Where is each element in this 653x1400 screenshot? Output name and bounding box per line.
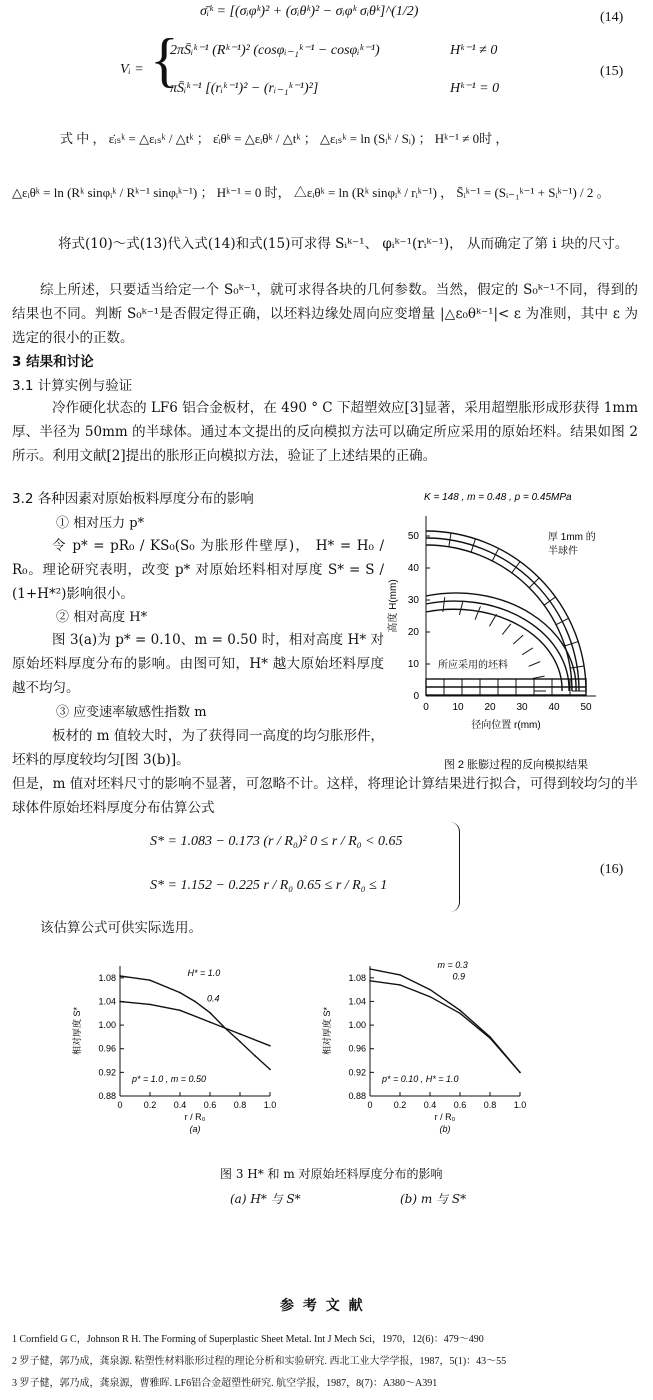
fig3-series-label: m = 0.3 xyxy=(437,959,468,970)
fig3-x-tick-label: 0 xyxy=(367,1100,373,1110)
fig3-series-line-0 xyxy=(120,976,270,1069)
fig2-radial-segment-inner xyxy=(522,648,533,655)
fig3-param-label: p* = 0.10 , H* = 1.0 xyxy=(382,1074,459,1084)
fig2-radial-segment-inner xyxy=(489,614,496,626)
fig2-intermediate-middle xyxy=(426,601,569,691)
fig3-point xyxy=(459,1012,461,1014)
fig2-radial-segment-inner xyxy=(502,624,510,635)
fig2-radial-segment xyxy=(512,562,520,573)
fig3-caption: 图 3 H* 和 m 对原始坯料厚度分布的影响 xyxy=(220,1167,443,1181)
equation-number-14: (14) xyxy=(600,10,624,25)
paragraph-summary: 综上所述，只要适当给定一个 S₀ᵏ⁻¹，就可求得各块的几何参数。当然，假定的 S₀ᵏ⁻¹不同，得到的结果也不同。判断 S₀ᵏ⁻¹是否假定得正确，以坯料边缘处周向应变增量 |△ε₀θᵏ⁻¹|< ε 为准则，其中 ε 为选定的很小的正数。 xyxy=(12,282,638,346)
fig3-sub-label: (a) xyxy=(189,1124,201,1134)
fig3-y-tick-label: 1.08 xyxy=(98,972,116,983)
fig3-point xyxy=(429,989,431,991)
fig3-x-tick-label: 0.4 xyxy=(173,1100,187,1110)
fig3-point xyxy=(399,984,401,986)
fig2-parameters: K = 148 , m = 0.48 , p = 0.45MPa xyxy=(424,492,572,503)
fig3-y-tick-label: 1.04 xyxy=(98,996,116,1007)
fig3-x-label: r / R₀ xyxy=(434,1112,456,1122)
fig3-y-tick-label: 0.88 xyxy=(348,1091,366,1101)
fig3-point xyxy=(239,1041,241,1043)
section-3-1-heading: 3.1 计算实例与验证 xyxy=(12,378,133,394)
paragraph-usage: 该估算公式可供实际选用。 xyxy=(40,920,202,936)
fig2-x-label: 径向位置 r(mm) xyxy=(471,720,541,731)
fig3-x-tick-label: 0.8 xyxy=(483,1100,497,1110)
fig2-label-blank: 所应采用的坯料 xyxy=(438,660,508,671)
equation-16-line1: S* = 1.083 − 0.173 (r / R₀)² 0 ≤ r / R₀ < 0.65 xyxy=(150,834,403,849)
fig2-label-hemisphere-2: 半球件 xyxy=(548,546,578,557)
fig3-x-tick-label: 0.8 xyxy=(233,1100,247,1110)
reference-2: 2 罗子健，郭乃成，龚泉源. 粘塑性材料胀形过程的理论分析和实验研究. 西北工业大学学报，1987，5(1)：43～55 xyxy=(12,1356,507,1367)
fig2-y-tick-label: 20 xyxy=(407,627,419,638)
section-3-heading: 3 结果和讨论 xyxy=(12,354,94,370)
fig3-point xyxy=(239,1033,241,1035)
fig3-x-tick-label: 0.2 xyxy=(393,1100,407,1110)
fig3-y-label: 相对厚度 S* xyxy=(72,1006,82,1056)
fig3-point xyxy=(429,996,431,998)
fig3-point xyxy=(179,1010,181,1012)
fig2-y-tick-label: 50 xyxy=(407,531,419,542)
where-clause-line2: △εᵢθᵏ = ln (Rᵏ sinφᵢᵏ / Rᵏ⁻¹ sinφᵢᵏ⁻¹) ； Hᵏ⁻¹ = 0 时， △εᵢθᵏ = ln (Rᵏ sinφᵢᵏ / rᵢᵏ⁻¹) ， S̄ᵢᵏ⁻¹ = (Sᵢ₋₁ᵏ⁻¹ + Sᵢᵏ⁻¹) / 2 。 xyxy=(12,185,610,200)
subsection-strain-rate-text: 板材的 m 值较大时，为了获得同一高度的均匀胀形件，坯料的厚度较均匀[图 3(b)]。 xyxy=(12,728,384,768)
fig2-x-tick-label: 50 xyxy=(580,702,592,713)
fig3-point xyxy=(459,1010,461,1012)
fig3-point xyxy=(194,1001,196,1003)
fig3-caption-b: (b) m 与 S* xyxy=(400,1192,467,1206)
fig2-radial-segment xyxy=(492,548,498,560)
fig3-point xyxy=(269,1069,271,1071)
fig3-y-label: 相对厚度 S* xyxy=(322,1006,332,1056)
fig2-radial-segment-inner xyxy=(459,601,463,615)
fig2-x-tick-label: 30 xyxy=(516,702,528,713)
equation-15-line2: πS̄ᵢᵏ⁻¹ [(rᵢᵏ⁻¹)² − (rᵢ₋₁ᵏ⁻¹)²] xyxy=(170,81,319,96)
fig2-y-label: 高度 H(mm) xyxy=(388,579,399,633)
figure-2 xyxy=(386,486,648,776)
fig3-point xyxy=(119,975,121,977)
fig2-radial-segment-inner xyxy=(533,676,545,678)
fig3-x-tick-label: 0.4 xyxy=(423,1100,437,1110)
fig3-x-tick-label: 0.6 xyxy=(453,1100,467,1110)
fig3-point xyxy=(519,1072,521,1074)
fig3-param-label: p* = 1.0 , m = 0.50 xyxy=(132,1074,207,1084)
fig2-x-tick-label: 0 xyxy=(423,702,429,713)
references-heading: 参 考 文 献 xyxy=(280,1298,365,1314)
fig3-y-tick-label: 1.00 xyxy=(348,1020,366,1031)
fig3-point xyxy=(179,992,181,994)
fig2-y-tick-label: 30 xyxy=(407,595,419,606)
fig2-caption: 图 2 胀膨过程的反向模拟结果 xyxy=(443,759,589,771)
fig3-y-tick-label: 1.08 xyxy=(348,972,366,983)
fig3-x-tick-label: 1.0 xyxy=(513,1100,527,1110)
subsection-relative-height-text: 图 3(a)为 p* = 0.10、m = 0.50 时，相对高度 H* 对原始坯料厚度分布的影响。由图可知，H* 越大原始坯料厚度越不均匀。 xyxy=(12,632,384,696)
fig3-point xyxy=(369,968,371,970)
fig3-sub-label: (b) xyxy=(439,1124,451,1134)
fig3-series-line-1 xyxy=(370,981,520,1073)
fig3-point xyxy=(149,979,151,981)
fig3-x-label: r / R₀ xyxy=(184,1112,206,1122)
equation-15-line1: 2πS̄ᵢᵏ⁻¹ (Rᵏ⁻¹)² (cosφᵢ₋₁ᵏ⁻¹ − cosφᵢᵏ⁻¹) xyxy=(170,43,380,58)
fig2-x-tick-label: 10 xyxy=(452,702,464,713)
fig3-point xyxy=(149,1004,151,1006)
fig3-series-label: H* = 1.0 xyxy=(187,968,221,979)
paragraph-example: 冷作硬化状态的 LF6 铝合金板材，在 490 ° C 下超塑效应[3]显著，采用超塑胀形成形获得 1mm 厚、半径为 50mm 的半球体。通过本文提出的反向模拟方法可以确定所应采用的原始坯料。结果如图 2 所示。利用文献[2]提出的胀形正向模拟方法，验证了上述结果的正确。 xyxy=(12,400,638,464)
subsection-relative-height-title: ② 相对高度 H* xyxy=(56,610,148,625)
fig2-label-hemisphere-1: 厚 1mm 的 xyxy=(548,532,596,543)
fig3-x-tick-label: 0.2 xyxy=(143,1100,157,1110)
paragraph-substitution: 将式(10)～式(13)代入式(14)和式(15)可求得 Sᵢᵏ⁻¹、 φᵢᵏ⁻¹(rᵢᵏ⁻¹)， 从而确定了第 i 块的尺寸。 xyxy=(58,236,629,252)
subsection-relative-pressure-title: ① 相对压力 p* xyxy=(56,516,145,531)
equation-16-line2: S* = 1.152 − 0.225 r / R₀ 0.65 ≤ r / R₀ ≤ 1 xyxy=(150,878,388,893)
fig3-y-tick-label: 1.00 xyxy=(98,1020,116,1031)
reference-1: 1 Cornfield G C，Johnson R H. The Forming of Superplastic Sheet Metal. Int J Mech Sci，1970，12(6)：479～490 xyxy=(12,1334,484,1345)
fig3-point xyxy=(254,1055,256,1057)
equation-number-15: (15) xyxy=(600,64,624,79)
fig3-y-tick-label: 0.96 xyxy=(98,1043,116,1054)
reference-3: 3 罗子健，郭乃成，龚泉源，曹雅晖. LF6铝合金超塑性研究. 航空学报，1987，8(7)：A380～A391 xyxy=(12,1378,438,1389)
fig3-series-label: 0.4 xyxy=(207,993,220,1004)
fig2-radial-segment-inner xyxy=(475,606,480,619)
fig2-y-tick-label: 0 xyxy=(413,691,419,702)
fig3-y-tick-label: 0.88 xyxy=(98,1091,116,1101)
fig3-caption-a: (a) H* 与 S* xyxy=(230,1192,301,1206)
section-3-2-heading: 3.2 各种因素对原始板料厚度分布的影响 xyxy=(12,491,254,507)
fig2-x-tick-label: 40 xyxy=(548,702,560,713)
equation-14: σ̄ᵢᵏ = [(σᵢφᵏ)² + (σᵢθᵏ)² − σᵢφᵏ σᵢθᵏ]^(1/2) xyxy=(200,4,419,19)
where-clause-line1: 式 中 ， ε̇ᵢₛᵏ = △εᵢₛᵏ / △tᵏ ； ε̇ᵢθᵏ = △εᵢθᵏ / △tᵏ ； △εᵢₛᵏ = ln (Sᵢᵏ / Sᵢ) ； Hᵏ⁻¹ ≠ 0时 ， xyxy=(60,131,509,146)
fig3-point xyxy=(399,974,401,976)
fig2-x-tick-label: 20 xyxy=(484,702,496,713)
fig2-radial-segment-inner xyxy=(529,662,540,667)
fig3-point xyxy=(269,1045,271,1047)
fig3-series-line-1 xyxy=(120,1002,270,1046)
fig3-point xyxy=(209,1021,211,1023)
equation-15-cond2: Hᵏ⁻¹ = 0 xyxy=(450,81,500,96)
fig3-x-tick-label: 1.0 xyxy=(263,1100,277,1110)
fig3-point xyxy=(119,1001,121,1003)
fig2-y-tick-label: 40 xyxy=(407,563,419,574)
fig3-series-label: 0.9 xyxy=(452,971,466,982)
equation-16-brace xyxy=(450,822,460,912)
fig2-radial-segment xyxy=(544,597,555,605)
equation-15-cond1: Hᵏ⁻¹ ≠ 0 xyxy=(450,43,498,58)
fig3-y-tick-label: 0.92 xyxy=(348,1067,366,1078)
fig3-y-tick-label: 0.92 xyxy=(98,1067,116,1078)
fig2-radial-segment-inner xyxy=(513,635,523,644)
paragraph-fitting: 但是，m 值对坯料尺寸的影响不显著，可忽略不计。这样，将理论计算结果进行拟合，可得到较均匀的半球体件原始坯料厚度分布估算公式 xyxy=(12,776,638,816)
fig3-point xyxy=(369,980,371,982)
fig3-point xyxy=(209,1012,211,1014)
equation-number-16: (16) xyxy=(600,862,624,877)
equation-15-lhs: Vᵢ = xyxy=(120,62,144,77)
fig2-radial-segment xyxy=(556,618,568,624)
subsection-relative-pressure-text: 令 p* = pR₀ / KS₀(S₀ 为胀形件壁厚)， H* = H₀ / R₀。理论研究表明，改变 p* 对原始坯料相对厚度 S* = S / (1+H*²)影响很小。 xyxy=(12,538,384,602)
fig3-point xyxy=(489,1037,491,1039)
fig3-y-tick-label: 1.04 xyxy=(348,996,366,1007)
fig3-x-tick-label: 0.6 xyxy=(203,1100,217,1110)
subsection-strain-rate-title: ③ 应变速率敏感性指数 m xyxy=(56,705,207,720)
fig3-y-tick-label: 0.96 xyxy=(348,1043,366,1054)
fig2-y-tick-label: 10 xyxy=(407,659,419,670)
figure-3 xyxy=(60,946,620,1146)
equation-15-brace: { xyxy=(150,27,179,93)
fig3-x-tick-label: 0 xyxy=(117,1100,123,1110)
